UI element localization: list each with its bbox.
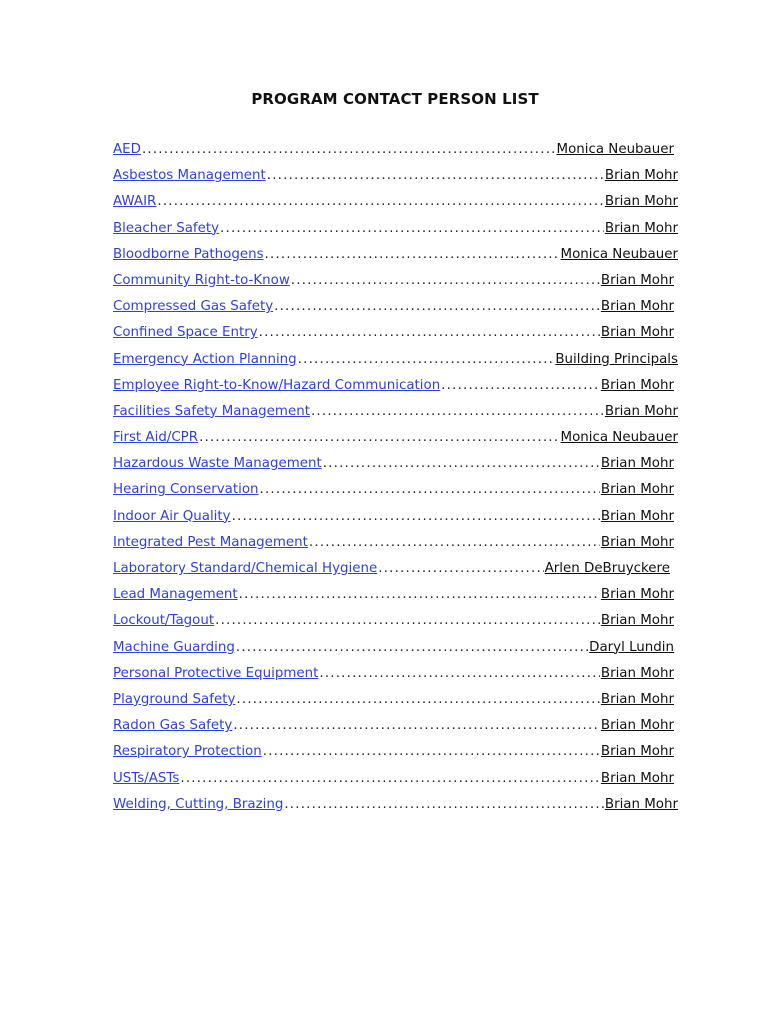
contact-person: Brian Mohr xyxy=(600,482,674,498)
page-title: PROGRAM CONTACT PERSON LIST xyxy=(251,90,539,108)
program-link-radon-gas-safety[interactable]: Radon Gas Safety xyxy=(113,718,233,734)
list-item xyxy=(113,273,678,299)
contact-person: Monica Neubauer xyxy=(556,142,674,157)
contact-person: Arlen DeBruyckere xyxy=(544,561,670,576)
dot-leader xyxy=(220,221,604,236)
list-item xyxy=(113,692,678,718)
dot-leader xyxy=(309,535,600,550)
dot-leader xyxy=(199,430,559,445)
program-link-indoor-air-quality[interactable]: Indoor Air Quality xyxy=(113,508,231,524)
list-item xyxy=(113,194,678,220)
list-item xyxy=(113,168,678,194)
program-link-welding-cutting-brazing[interactable]: Welding, Cutting, Brazing xyxy=(113,796,284,812)
program-link-respiratory-protection[interactable]: Respiratory Protection xyxy=(113,744,262,760)
dot-leader xyxy=(441,378,600,393)
contact-person: Building Principals xyxy=(555,351,678,367)
list-item xyxy=(113,613,678,639)
list-item xyxy=(113,771,678,797)
contact-person: Brian Mohr xyxy=(600,456,674,472)
dot-leader xyxy=(323,456,600,471)
list-item xyxy=(113,221,678,247)
list-item xyxy=(113,325,678,351)
program-link-employee-right-to-know[interactable]: Employee Right-to-Know/Hazard Communication xyxy=(113,377,441,393)
contact-person: Brian Mohr xyxy=(600,587,674,603)
contact-person: Brian Mohr xyxy=(604,403,678,419)
dot-leader xyxy=(263,744,600,759)
list-item xyxy=(113,797,678,823)
program-link-compressed-gas-safety[interactable]: Compressed Gas Safety xyxy=(113,299,274,315)
dot-leader xyxy=(239,587,600,602)
list-item xyxy=(113,587,678,613)
list-item xyxy=(113,482,678,508)
dot-leader xyxy=(260,482,600,497)
list-item xyxy=(113,666,678,692)
contact-person: Brian Mohr xyxy=(600,508,674,524)
list-item xyxy=(113,509,678,535)
program-link-lead-management[interactable]: Lead Management xyxy=(113,587,238,603)
contact-person: Brian Mohr xyxy=(600,718,674,734)
contact-person: Brian Mohr xyxy=(600,325,674,341)
list-item xyxy=(113,430,678,456)
contact-person: Brian Mohr xyxy=(600,272,674,288)
contact-list xyxy=(113,142,678,823)
program-link-integrated-pest-management[interactable]: Integrated Pest Management xyxy=(113,534,308,550)
dot-leader xyxy=(274,299,600,314)
contact-person: Brian Mohr xyxy=(600,770,674,786)
program-link-bleacher-safety[interactable]: Bleacher Safety xyxy=(113,220,220,236)
dot-leader xyxy=(267,168,604,183)
program-link-asbestos-management[interactable]: Asbestos Management xyxy=(113,168,266,184)
contact-person: Monica Neubauer xyxy=(560,246,678,262)
list-item xyxy=(113,718,678,744)
dot-leader xyxy=(311,404,604,419)
program-link-hearing-conservation[interactable]: Hearing Conservation xyxy=(113,482,259,498)
program-link-usts-asts[interactable]: USTs/ASTs xyxy=(113,770,180,786)
program-link-community-right-to-know[interactable]: Community Right-to-Know xyxy=(113,272,290,288)
list-item xyxy=(113,561,678,587)
program-link-awair[interactable]: AWAIR xyxy=(113,194,157,210)
contact-person: Brian Mohr xyxy=(600,613,674,629)
contact-person: Brian Mohr xyxy=(604,194,678,210)
contact-person: Brian Mohr xyxy=(604,220,678,236)
list-item xyxy=(113,142,678,168)
dot-leader xyxy=(233,718,600,733)
dot-leader xyxy=(232,509,600,524)
contact-person: Brian Mohr xyxy=(604,796,678,812)
list-item xyxy=(113,352,678,378)
dot-leader xyxy=(291,273,600,288)
contact-person: Brian Mohr xyxy=(600,744,674,760)
program-link-facilities-safety-management[interactable]: Facilities Safety Management xyxy=(113,403,310,419)
program-link-machine-guarding[interactable]: Machine Guarding xyxy=(113,639,235,655)
contact-person: Brian Mohr xyxy=(600,691,674,707)
dot-leader xyxy=(298,352,555,367)
dot-leader xyxy=(319,666,600,681)
program-link-aed[interactable]: AED xyxy=(113,142,141,157)
program-link-lockout-tagout[interactable]: Lockout/Tagout xyxy=(113,613,215,629)
program-link-bloodborne-pathogens[interactable]: Bloodborne Pathogens xyxy=(113,246,264,262)
program-link-laboratory-standard[interactable]: Laboratory Standard/Chemical Hygiene xyxy=(113,561,378,576)
list-item xyxy=(113,378,678,404)
dot-leader xyxy=(180,771,600,786)
program-link-playground-safety[interactable]: Playground Safety xyxy=(113,691,236,707)
dot-leader xyxy=(142,142,556,157)
dot-leader xyxy=(215,613,600,628)
contact-person: Brian Mohr xyxy=(600,665,674,681)
dot-leader xyxy=(157,194,604,209)
list-item xyxy=(113,247,678,273)
list-item xyxy=(113,640,678,666)
dot-leader xyxy=(284,797,604,812)
program-link-confined-space-entry[interactable]: Confined Space Entry xyxy=(113,325,258,341)
program-link-hazardous-waste-management[interactable]: Hazardous Waste Management xyxy=(113,456,322,472)
list-item xyxy=(113,299,678,325)
dot-leader xyxy=(265,247,560,262)
contact-person: Brian Mohr xyxy=(600,534,674,550)
dot-leader xyxy=(236,692,599,707)
contact-person: Daryl Lundin xyxy=(589,639,674,655)
program-link-personal-protective-equipment[interactable]: Personal Protective Equipment xyxy=(113,665,319,681)
list-item xyxy=(113,456,678,482)
dot-leader xyxy=(378,561,543,576)
dot-leader xyxy=(259,325,600,340)
program-link-emergency-action-planning[interactable]: Emergency Action Planning xyxy=(113,351,297,367)
list-item xyxy=(113,744,678,770)
contact-person: Brian Mohr xyxy=(600,299,674,315)
contact-person: Brian Mohr xyxy=(600,377,674,393)
program-link-first-aid-cpr[interactable]: First Aid/CPR xyxy=(113,430,199,446)
dot-leader xyxy=(236,640,588,655)
contact-person: Brian Mohr xyxy=(604,168,678,184)
list-item xyxy=(113,404,678,430)
contact-person: Monica Neubauer xyxy=(560,430,678,446)
list-item xyxy=(113,535,678,561)
